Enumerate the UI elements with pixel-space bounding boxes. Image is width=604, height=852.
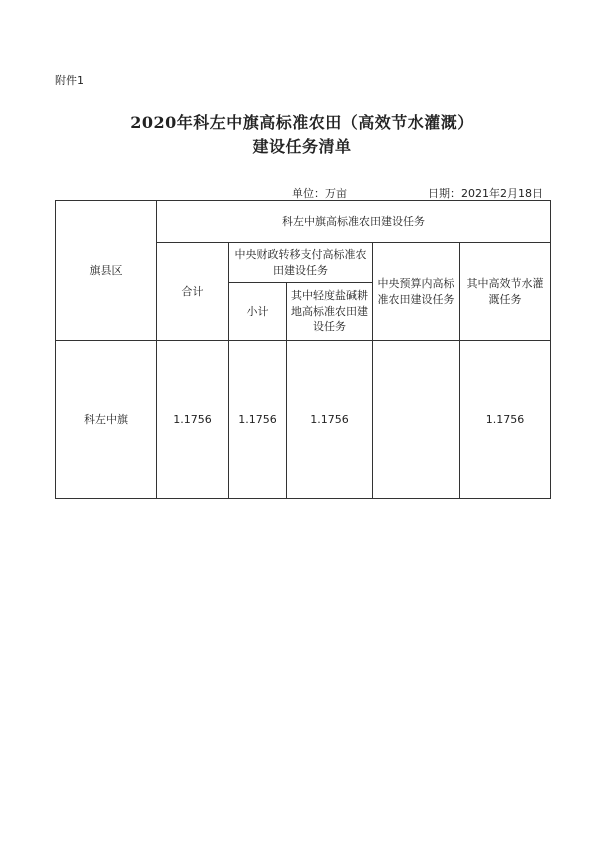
header-subtotal: 小计 (229, 283, 287, 341)
cell-central-budget (373, 341, 460, 499)
document-subtitle: 建设任务清单 (252, 137, 352, 156)
header-water-saving: 其中高效节水灌溉任务 (460, 243, 551, 341)
header-total: 合计 (157, 243, 229, 341)
cell-saline-alkali: 1.1756 (287, 341, 373, 499)
task-table (55, 200, 551, 499)
table-row (56, 341, 551, 499)
cell-region: 科左中旗 (56, 341, 157, 499)
header-central-budget: 中央预算内高标准农田建设任务 (373, 243, 460, 341)
date-label: 日期：2021年2月18日 (428, 187, 543, 200)
cell-total: 1.1756 (157, 341, 229, 499)
header-saline-alkali: 其中轻度盐碱耕地高标准农田建设任务 (287, 283, 373, 341)
attachment-label: 附件1 (55, 74, 84, 87)
cell-subtotal: 1.1756 (229, 341, 287, 499)
document-title: 2020年科左中旗高标准农田（高效节水灌溉） (130, 113, 474, 132)
cell-water-saving: 1.1756 (460, 341, 551, 499)
header-group: 科左中旗高标准农田建设任务 (157, 201, 551, 243)
header-central-transfer: 中央财政转移支付高标准农田建设任务 (229, 243, 373, 283)
unit-label: 单位：万亩 (292, 187, 347, 200)
header-region: 旗县区 (56, 201, 157, 341)
